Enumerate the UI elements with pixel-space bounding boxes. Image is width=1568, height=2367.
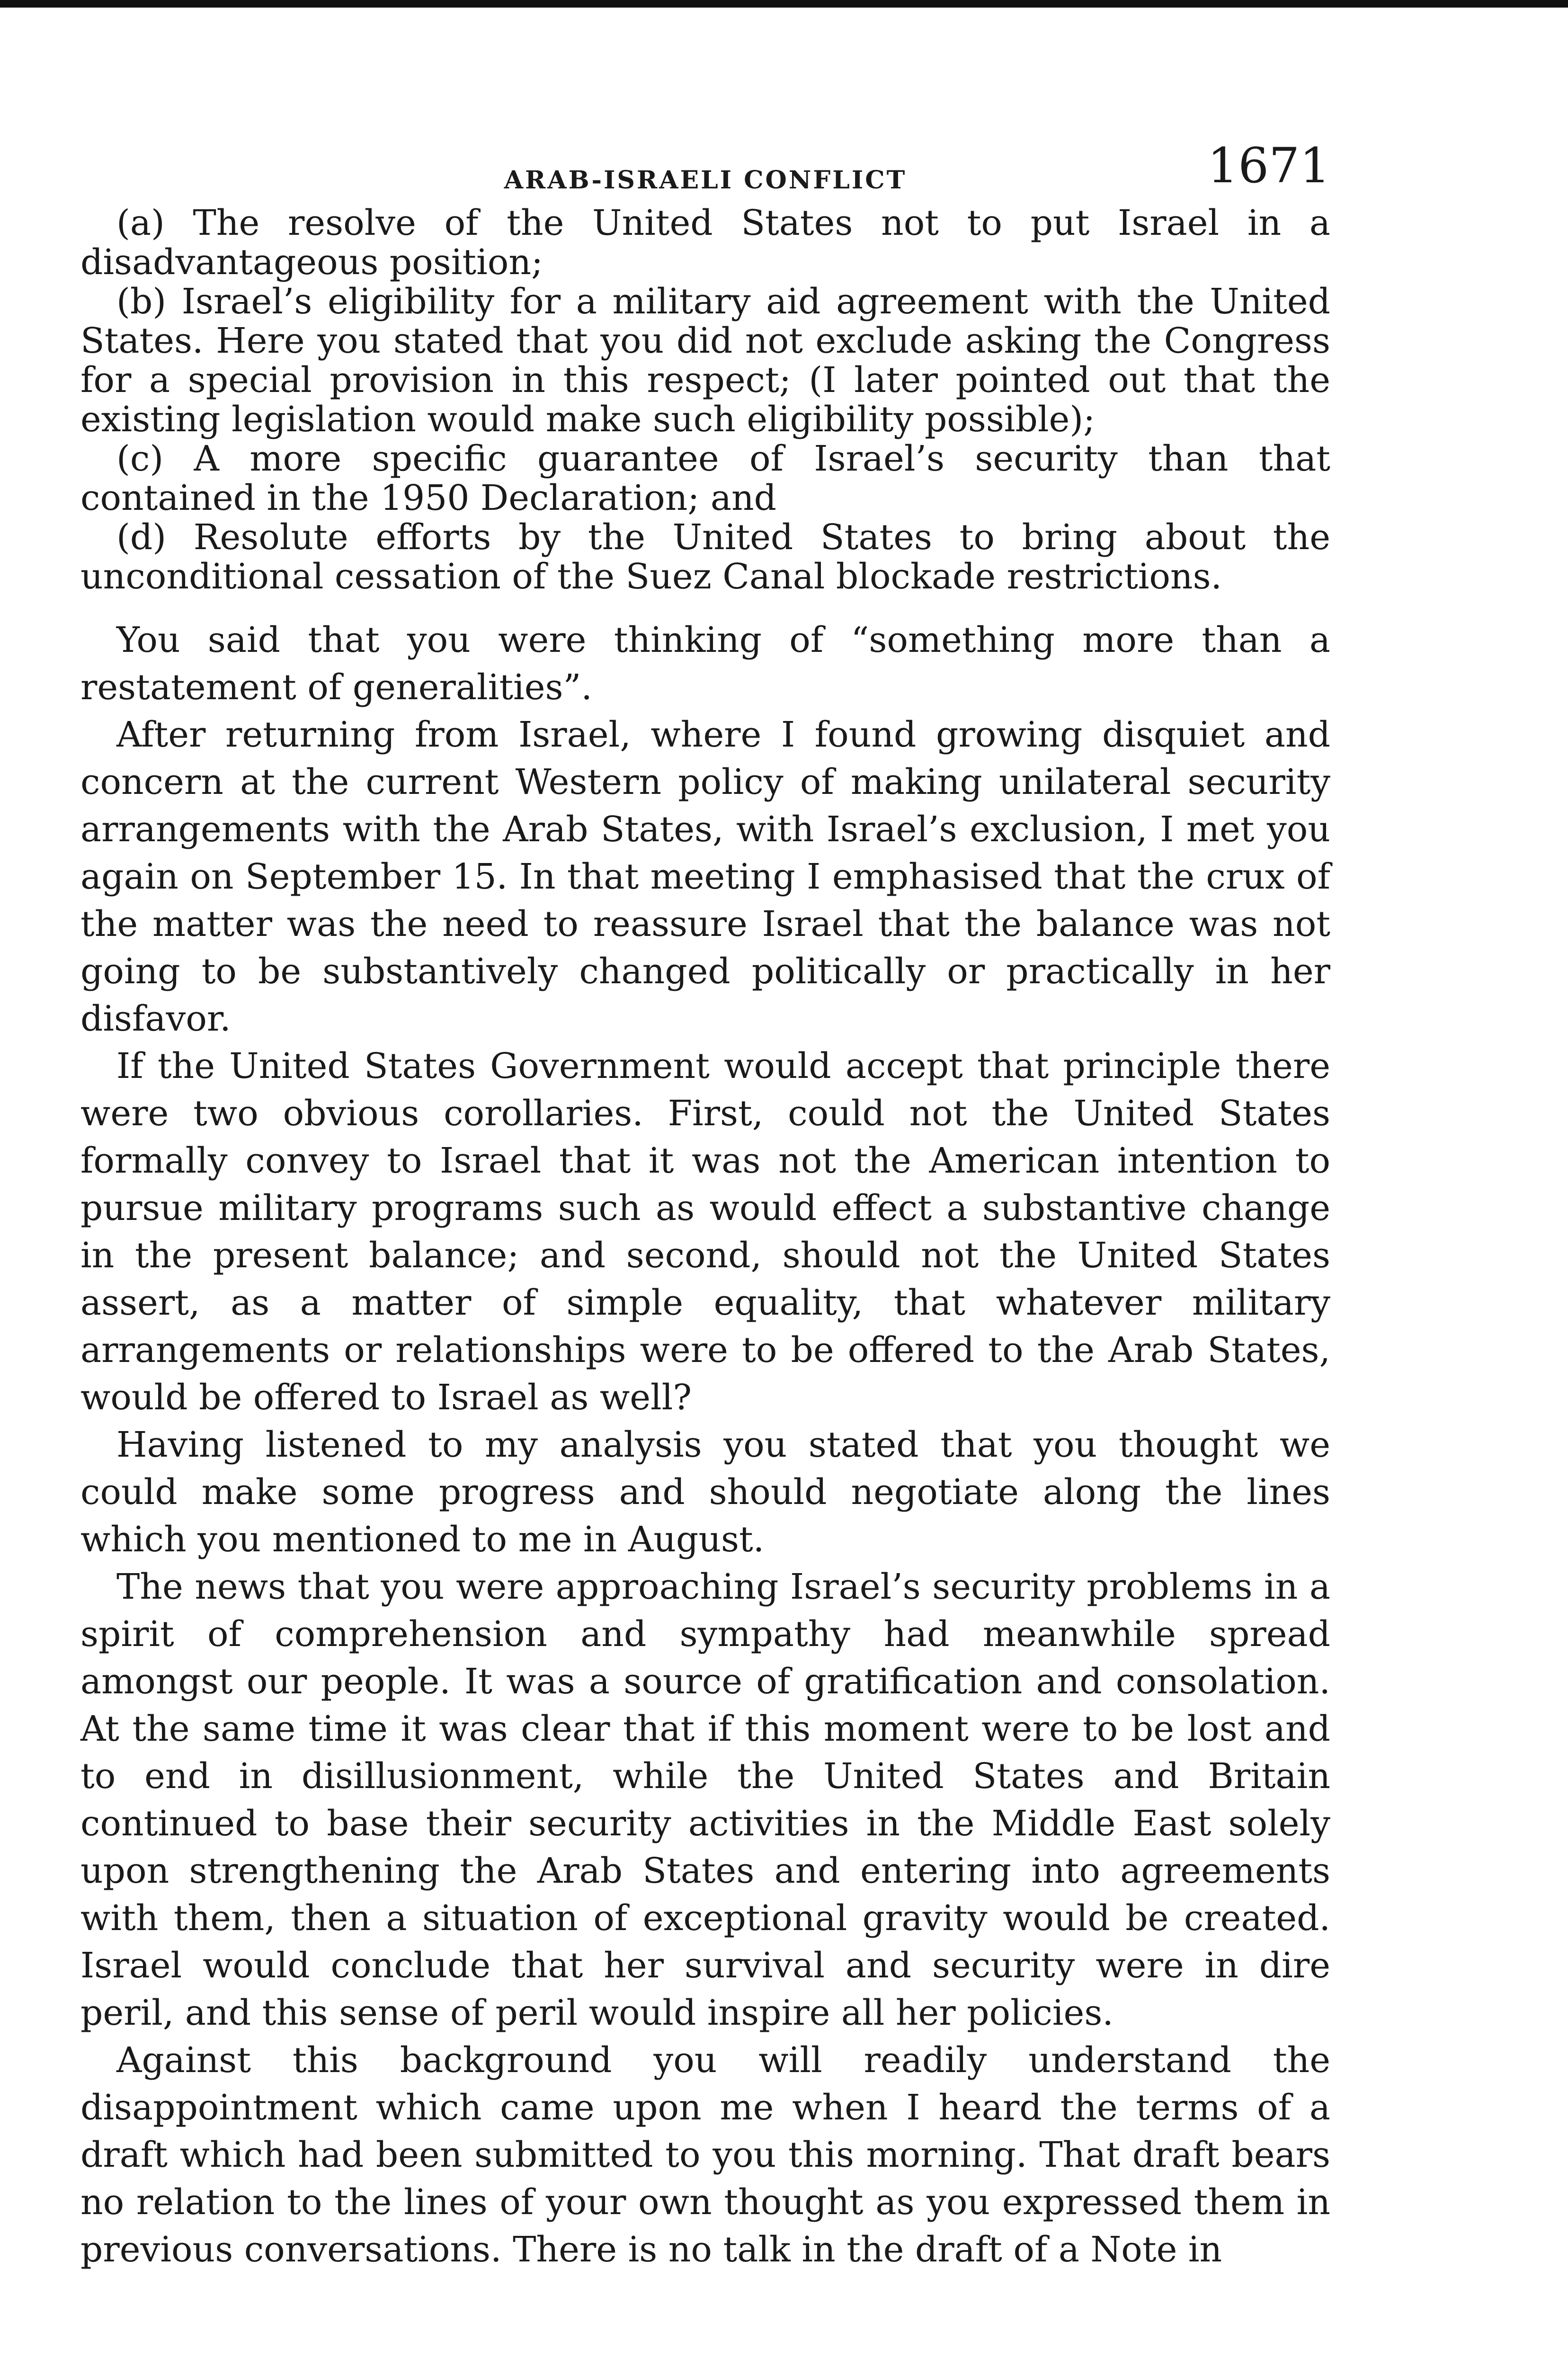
enumerated-items	[80, 204, 1330, 596]
paragraph: If the United States Government would accept that principle there were two obvious corollaries. First, could not the United States formally convey to Israel that it was not the American intention to pursue military programs such as would effect a substantive change in the present balance; and second, should not the United States assert, as a matter of simple equality, that whatever military arrangements or relationships were to be offered to the Arab States, would be offered to Israel as well?	[80, 1046, 1330, 1418]
body-text	[80, 616, 1330, 2273]
document-page	[80, 138, 1330, 2273]
paragraph: Against this background you will readily understand the disappointment which came upon me when I heard the terms of a draft which had been submitted to you this morning. That draft bears no relation to the lines of your own thought as you expressed them in previous conversations. There is no talk in the draft of a Note in	[80, 2040, 1330, 2270]
running-title: ARAB-ISRAELI CONFLICT	[504, 166, 907, 195]
top-border-rule	[0, 0, 1568, 8]
page-number: 1671	[1207, 138, 1330, 194]
running-header	[80, 138, 1330, 204]
list-item-b: (b) Israel’s eligibility for a military aid agreement with the United States. Here you stated that you did not exclude asking the Congress for a special provision in this respect; (I later pointed out that the existing legislation would make such eligibility possible);	[80, 281, 1330, 440]
list-item-c: (c) A more specific guarantee of Israel’s security than that contained in the 1950 Declaration; and	[80, 438, 1330, 518]
paragraph: The news that you were approaching Israel’s security problems in a spirit of comprehension and sympathy had meanwhile spread amongst our people. It was a source of gratification and consolation. At the same time it was clear that if this moment were to be lost and to end in disillusionment, while the United States and Britain continued to base their security activities in the Middle East solely upon strengthening the Arab States and entering into agreements with them, then a situation of exceptional gravity would be created. Israel would conclude that her survival and security were in dire peril, and this sense of peril would inspire all her policies.	[80, 1566, 1330, 2033]
paragraph: After returning from Israel, where I found growing disquiet and concern at the current Western policy of making unilateral security arrangements with the Arab States, with Israel’s exclusion, I met you again on September 15. In that meeting I emphasised that the crux of the matter was the need to reassure Israel that the balance was not going to be substantively changed politically or practically in her disfavor.	[80, 714, 1330, 1039]
paragraph: Having listened to my analysis you stated that you thought we could make some progress and should negotiate along the lines which you mentioned to me in August.	[80, 1424, 1330, 1560]
list-item-d: (d) Resolute efforts by the United States to bring about the unconditional cessation of the Suez Canal blockade restrictions.	[80, 517, 1330, 597]
paragraph: You said that you were thinking of “something more than a restatement of generalities”.	[80, 620, 1330, 708]
list-item-a: (a) The resolve of the United States not to put Israel in a disadvantageous position;	[80, 203, 1330, 283]
